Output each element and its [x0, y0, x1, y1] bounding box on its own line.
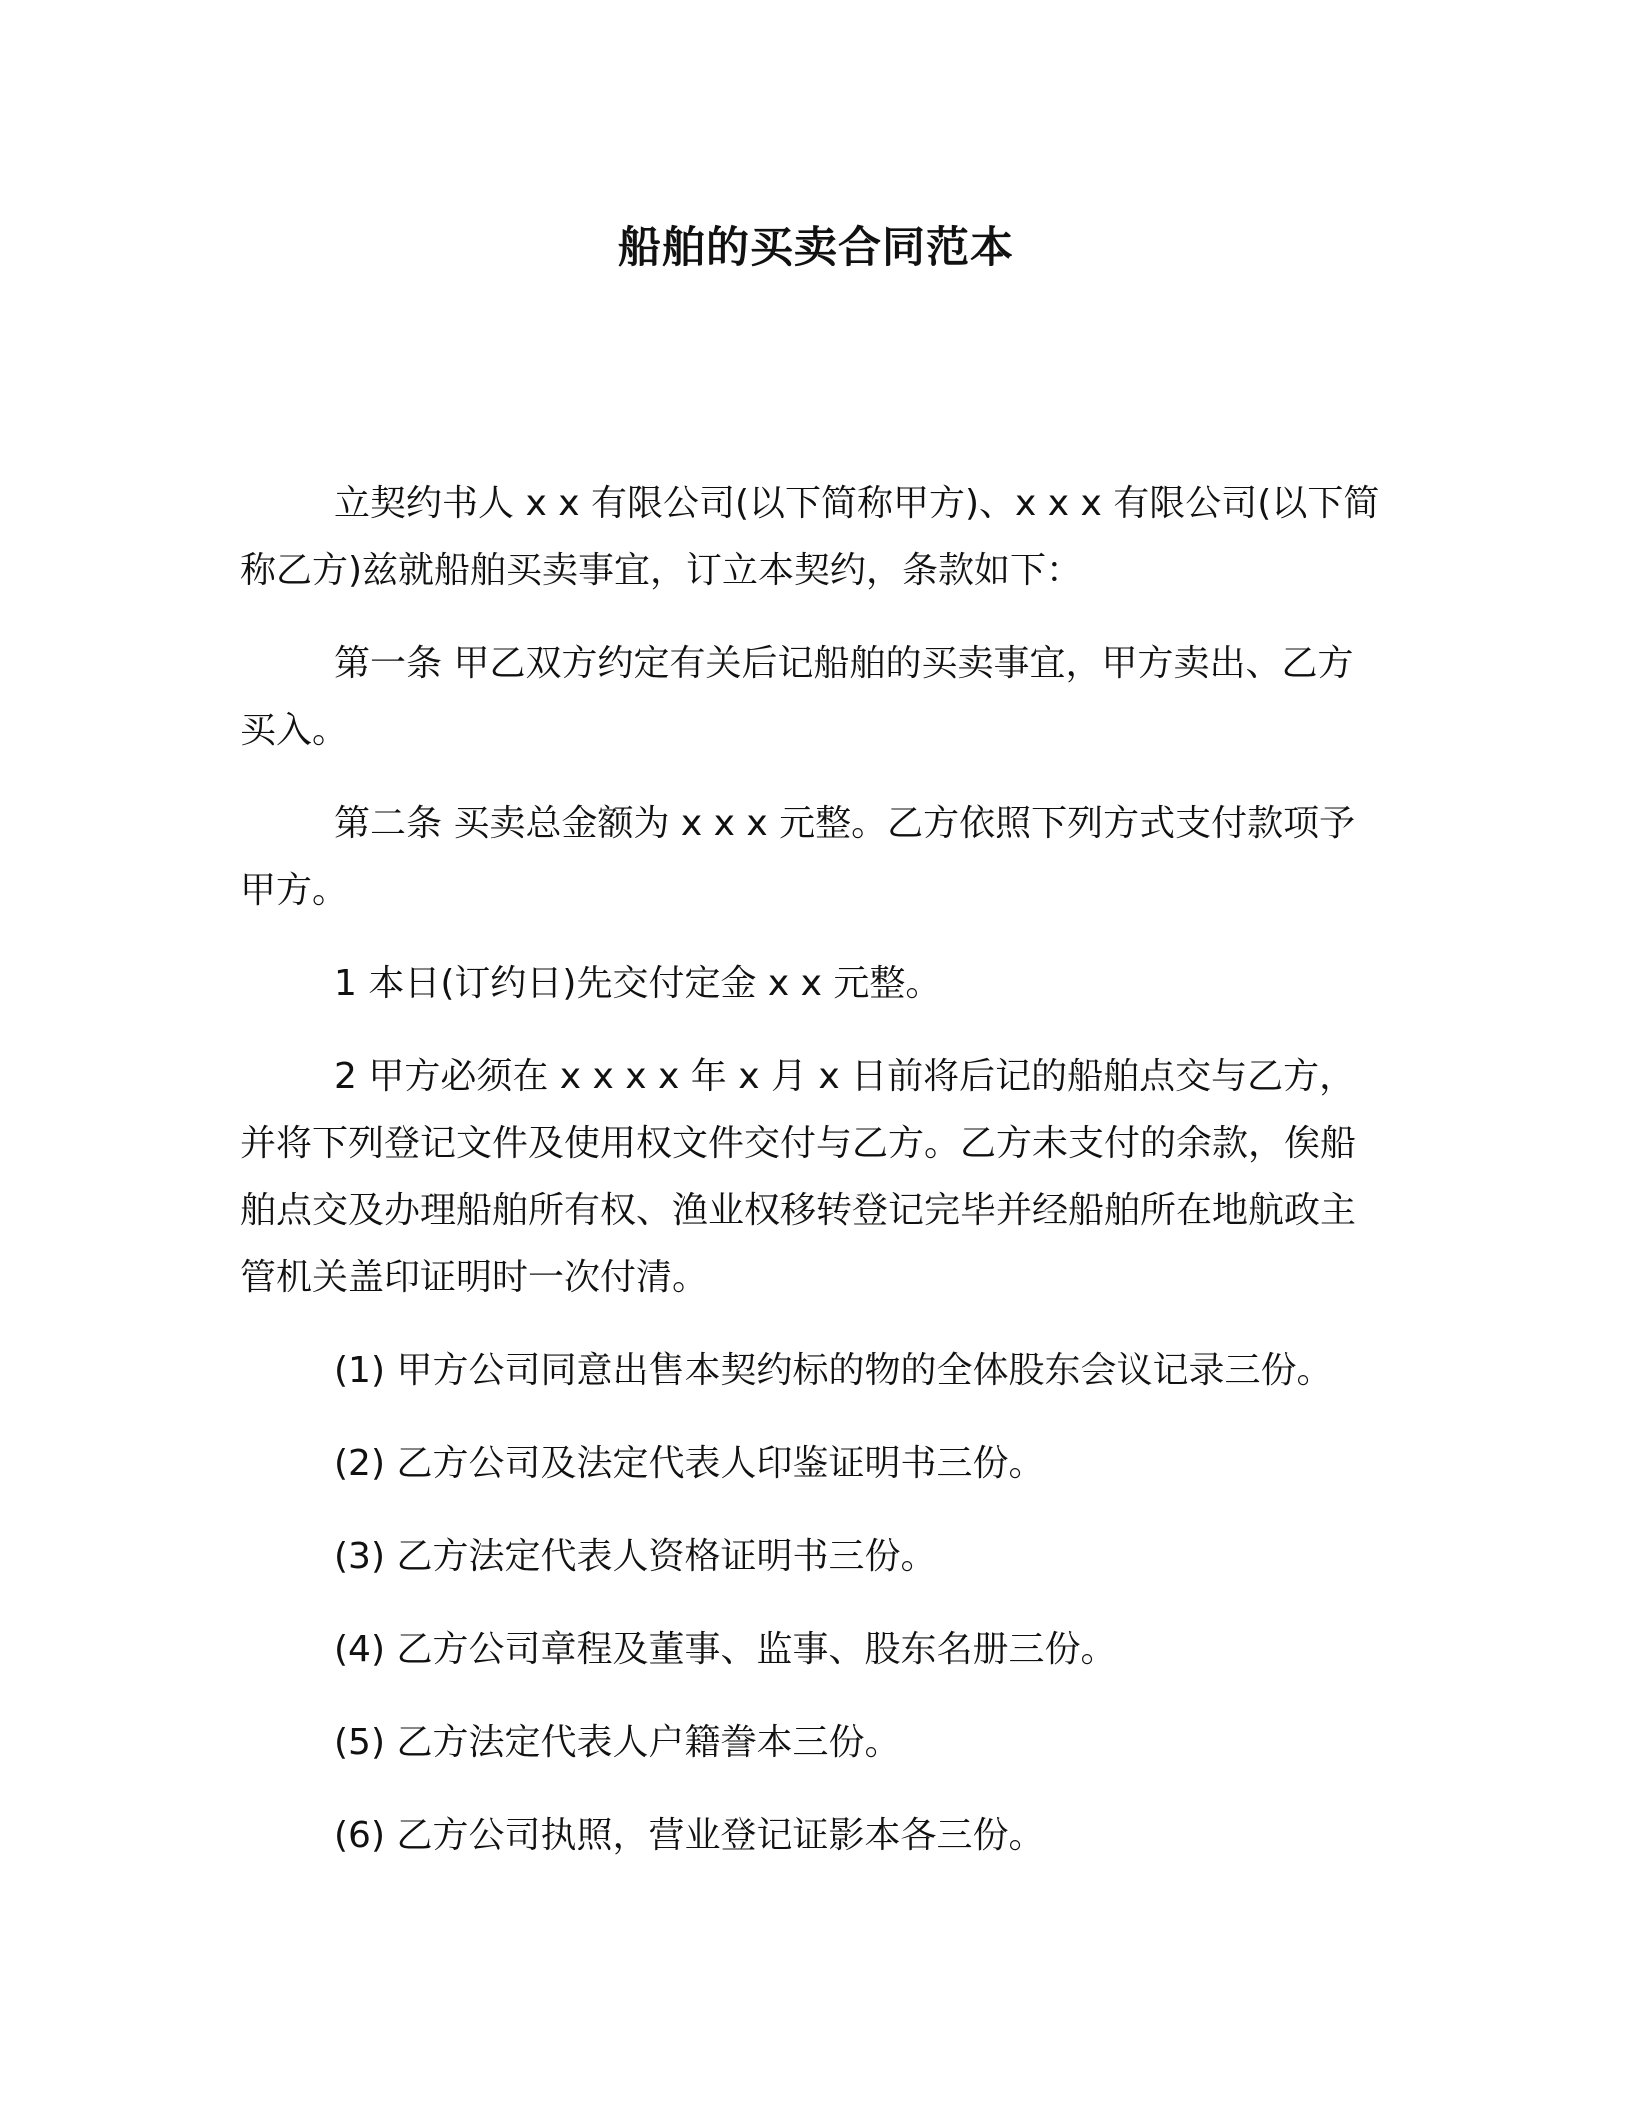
document-title: 船舶的买卖合同范本	[618, 223, 1014, 273]
list-item-4: (4) 乙方公司章程及董事、监事、股东名册三份。	[334, 1629, 1117, 1670]
paragraph-payment-1: 1 本日(订约日)先交付定金 x x 元整。	[334, 963, 942, 1004]
list-item-1: (1) 甲方公司同意出售本契约标的物的全体股东会议记录三份。	[334, 1350, 1333, 1391]
paragraph-article-2: 第二条 买卖总金额为 x x x 元整。乙方依照下列方式支付款项予甲方。	[240, 803, 1356, 911]
paragraph-payment-2: 2 甲方必须在 x x x x 年 x 月 x 日前将后记的船舶点交与乙方，并将下列登记文件及使用权文件交付与乙方。乙方未支付的余款，俟船舶点交及办理船舶所有权、渔业权移转登记完毕并经船舶所在地航政主管机关盖印证明时一次付清。	[240, 1056, 1357, 1298]
list-item-2: (2) 乙方公司及法定代表人印鉴证明书三份。	[334, 1443, 1045, 1484]
document-body	[240, 470, 1380, 1895]
paragraph-article-1: 第一条 甲乙双方约定有关后记船舶的买卖事宜，甲方卖出、乙方买入。	[240, 643, 1354, 751]
list-item-3: (3) 乙方法定代表人资格证明书三份。	[334, 1536, 937, 1577]
list-item-5: (5) 乙方法定代表人户籍誊本三份。	[334, 1722, 901, 1763]
list-item-6: (6) 乙方公司执照，营业登记证影本各三份。	[334, 1815, 1045, 1856]
paragraph-preamble: 立契约书人 x x 有限公司(以下简称甲方)、x x x 有限公司(以下简称乙方)兹就船舶买卖事宜，订立本契约，条款如下：	[240, 483, 1380, 591]
